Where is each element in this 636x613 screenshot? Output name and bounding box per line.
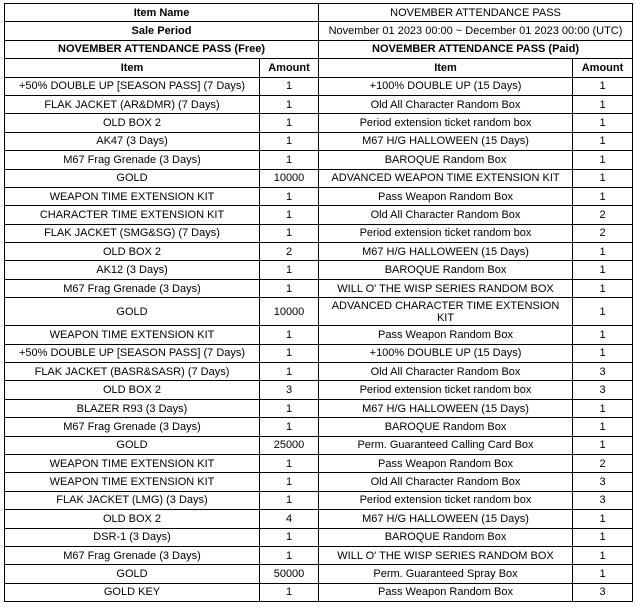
free-item-cell: DSR-1 (3 Days) [5, 528, 260, 546]
table-row [5, 224, 633, 242]
paid-item-cell: Pass Weapon Random Box [319, 187, 573, 205]
paid-amount-cell: 1 [573, 546, 633, 564]
free-amount-cell: 1 [260, 546, 319, 564]
free-item-cell: FLAK JACKET (SMG&SG) (7 Days) [5, 224, 260, 242]
paid-amount-cell: 1 [573, 279, 633, 297]
paid-item-cell: +100% DOUBLE UP (15 Days) [319, 344, 573, 362]
free-item-cell: OLD BOX 2 [5, 243, 260, 261]
free-amount-cell: 1 [260, 491, 319, 509]
free-amount-cell: 10000 [260, 169, 319, 187]
paid-amount-cell: 1 [573, 169, 633, 187]
free-amount-header: Amount [260, 59, 319, 77]
table-row [5, 491, 633, 509]
attendance-pass-sheet [4, 3, 633, 602]
free-amount-cell: 10000 [260, 298, 319, 326]
table-row [5, 436, 633, 454]
free-amount-cell: 1 [260, 261, 319, 279]
paid-amount-cell: 3 [573, 473, 633, 491]
table-row [5, 381, 633, 399]
free-item-cell: OLD BOX 2 [5, 381, 260, 399]
free-amount-cell: 1 [260, 224, 319, 242]
paid-amount-header: Amount [573, 59, 633, 77]
paid-item-cell: Pass Weapon Random Box [319, 454, 573, 472]
table-row [5, 169, 633, 187]
paid-amount-cell: 1 [573, 261, 633, 279]
table-row [5, 583, 633, 601]
item-name-row [5, 4, 633, 22]
paid-item-header: Item [319, 59, 573, 77]
paid-amount-cell: 1 [573, 565, 633, 583]
free-amount-cell: 1 [260, 473, 319, 491]
free-item-cell: BLAZER R93 (3 Days) [5, 399, 260, 417]
table-row [5, 261, 633, 279]
free-amount-cell: 1 [260, 114, 319, 132]
table-row [5, 363, 633, 381]
free-amount-cell: 50000 [260, 565, 319, 583]
paid-amount-cell: 1 [573, 243, 633, 261]
paid-item-cell: Perm. Guaranteed Calling Card Box [319, 436, 573, 454]
free-item-cell: M67 Frag Grenade (3 Days) [5, 546, 260, 564]
table-row [5, 344, 633, 362]
free-item-cell: WEAPON TIME EXTENSION KIT [5, 454, 260, 472]
free-amount-cell: 1 [260, 187, 319, 205]
paid-item-cell: Old All Character Random Box [319, 95, 573, 113]
free-amount-cell: 1 [260, 583, 319, 601]
item-name-label: Item Name [5, 4, 319, 22]
table-row [5, 151, 633, 169]
free-item-cell: +50% DOUBLE UP [SEASON PASS] (7 Days) [5, 344, 260, 362]
paid-amount-cell: 1 [573, 77, 633, 95]
section-title-row [5, 40, 633, 58]
paid-item-cell: M67 H/G HALLOWEEN (15 Days) [319, 510, 573, 528]
table-row [5, 418, 633, 436]
table-row [5, 77, 633, 95]
table-row [5, 399, 633, 417]
paid-item-cell: BAROQUE Random Box [319, 418, 573, 436]
paid-item-cell: Period extension ticket random box [319, 114, 573, 132]
free-item-cell: WEAPON TIME EXTENSION KIT [5, 326, 260, 344]
paid-item-cell: Pass Weapon Random Box [319, 583, 573, 601]
paid-item-cell: M67 H/G HALLOWEEN (15 Days) [319, 243, 573, 261]
paid-amount-cell: 1 [573, 326, 633, 344]
paid-amount-cell: 3 [573, 381, 633, 399]
free-amount-cell: 1 [260, 95, 319, 113]
free-amount-cell: 1 [260, 454, 319, 472]
table-row [5, 473, 633, 491]
paid-item-cell: Period extension ticket random box [319, 491, 573, 509]
paid-item-cell: Old All Character Random Box [319, 363, 573, 381]
free-item-header: Item [5, 59, 260, 77]
paid-item-cell: BAROQUE Random Box [319, 528, 573, 546]
free-amount-cell: 1 [260, 206, 319, 224]
paid-amount-cell: 1 [573, 132, 633, 150]
free-item-cell: GOLD [5, 298, 260, 326]
paid-item-cell: M67 H/G HALLOWEEN (15 Days) [319, 132, 573, 150]
paid-amount-cell: 1 [573, 95, 633, 113]
paid-amount-cell: 1 [573, 418, 633, 436]
free-amount-cell: 2 [260, 243, 319, 261]
free-amount-cell: 1 [260, 344, 319, 362]
table-row [5, 326, 633, 344]
table-row [5, 454, 633, 472]
table-row [5, 95, 633, 113]
item-name-value: NOVEMBER ATTENDANCE PASS [319, 4, 633, 22]
free-amount-cell: 1 [260, 326, 319, 344]
attendance-pass-table [4, 3, 633, 602]
paid-amount-cell: 3 [573, 363, 633, 381]
sale-period-label: Sale Period [5, 22, 319, 40]
table-row [5, 206, 633, 224]
paid-amount-cell: 2 [573, 224, 633, 242]
free-amount-cell: 3 [260, 381, 319, 399]
paid-amount-cell: 1 [573, 344, 633, 362]
free-amount-cell: 1 [260, 528, 319, 546]
free-item-cell: AK12 (3 Days) [5, 261, 260, 279]
paid-amount-cell: 1 [573, 298, 633, 326]
sale-period-row [5, 22, 633, 40]
paid-amount-cell: 1 [573, 436, 633, 454]
paid-item-cell: Period extension ticket random box [319, 381, 573, 399]
table-row [5, 546, 633, 564]
table-row [5, 132, 633, 150]
table-row [5, 279, 633, 297]
paid-item-cell: BAROQUE Random Box [319, 151, 573, 169]
paid-pass-title: NOVEMBER ATTENDANCE PASS (Paid) [319, 40, 633, 58]
paid-amount-cell: 1 [573, 151, 633, 169]
table-row [5, 298, 633, 326]
free-item-cell: FLAK JACKET (BASR&SASR) (7 Days) [5, 363, 260, 381]
paid-amount-cell: 1 [573, 114, 633, 132]
free-item-cell: FLAK JACKET (AR&DMR) (7 Days) [5, 95, 260, 113]
free-item-cell: WEAPON TIME EXTENSION KIT [5, 473, 260, 491]
paid-amount-cell: 3 [573, 583, 633, 601]
table-row [5, 114, 633, 132]
paid-item-cell: ADVANCED CHARACTER TIME EXTENSION KIT [319, 298, 573, 326]
paid-item-cell: Old All Character Random Box [319, 473, 573, 491]
paid-amount-cell: 1 [573, 510, 633, 528]
free-amount-cell: 1 [260, 279, 319, 297]
table-row [5, 510, 633, 528]
free-item-cell: GOLD [5, 169, 260, 187]
free-item-cell: AK47 (3 Days) [5, 132, 260, 150]
free-item-cell: GOLD [5, 436, 260, 454]
free-item-cell: FLAK JACKET (LMG) (3 Days) [5, 491, 260, 509]
table-row [5, 243, 633, 261]
paid-amount-cell: 2 [573, 454, 633, 472]
paid-item-cell: Pass Weapon Random Box [319, 326, 573, 344]
free-amount-cell: 1 [260, 77, 319, 95]
table-row [5, 565, 633, 583]
free-item-cell: M67 Frag Grenade (3 Days) [5, 279, 260, 297]
column-header-row [5, 59, 633, 77]
paid-amount-cell: 1 [573, 187, 633, 205]
free-amount-cell: 1 [260, 132, 319, 150]
paid-amount-cell: 2 [573, 206, 633, 224]
table-row [5, 528, 633, 546]
free-amount-cell: 1 [260, 418, 319, 436]
free-item-cell: OLD BOX 2 [5, 114, 260, 132]
sale-period-value: November 01 2023 00:00 ~ December 01 2023 00:00 (UTC) [319, 22, 633, 40]
free-pass-title: NOVEMBER ATTENDANCE PASS (Free) [5, 40, 319, 58]
paid-item-cell: +100% DOUBLE UP (15 Days) [319, 77, 573, 95]
paid-amount-cell: 1 [573, 528, 633, 546]
free-item-cell: WEAPON TIME EXTENSION KIT [5, 187, 260, 205]
free-item-cell: M67 Frag Grenade (3 Days) [5, 418, 260, 436]
free-item-cell: GOLD [5, 565, 260, 583]
free-item-cell: M67 Frag Grenade (3 Days) [5, 151, 260, 169]
paid-item-cell: ADVANCED WEAPON TIME EXTENSION KIT [319, 169, 573, 187]
paid-item-cell: WILL O' THE WISP SERIES RANDOM BOX [319, 279, 573, 297]
paid-amount-cell: 3 [573, 491, 633, 509]
paid-amount-cell: 1 [573, 399, 633, 417]
paid-item-cell: M67 H/G HALLOWEEN (15 Days) [319, 399, 573, 417]
free-amount-cell: 25000 [260, 436, 319, 454]
free-item-cell: GOLD KEY [5, 583, 260, 601]
free-amount-cell: 1 [260, 363, 319, 381]
free-amount-cell: 4 [260, 510, 319, 528]
paid-item-cell: BAROQUE Random Box [319, 261, 573, 279]
free-amount-cell: 1 [260, 151, 319, 169]
table-row [5, 187, 633, 205]
free-amount-cell: 1 [260, 399, 319, 417]
free-item-cell: OLD BOX 2 [5, 510, 260, 528]
free-item-cell: CHARACTER TIME EXTENSION KIT [5, 206, 260, 224]
paid-item-cell: Period extension ticket random box [319, 224, 573, 242]
paid-item-cell: Old All Character Random Box [319, 206, 573, 224]
paid-item-cell: WILL O' THE WISP SERIES RANDOM BOX [319, 546, 573, 564]
paid-item-cell: Perm. Guaranteed Spray Box [319, 565, 573, 583]
free-item-cell: +50% DOUBLE UP [SEASON PASS] (7 Days) [5, 77, 260, 95]
